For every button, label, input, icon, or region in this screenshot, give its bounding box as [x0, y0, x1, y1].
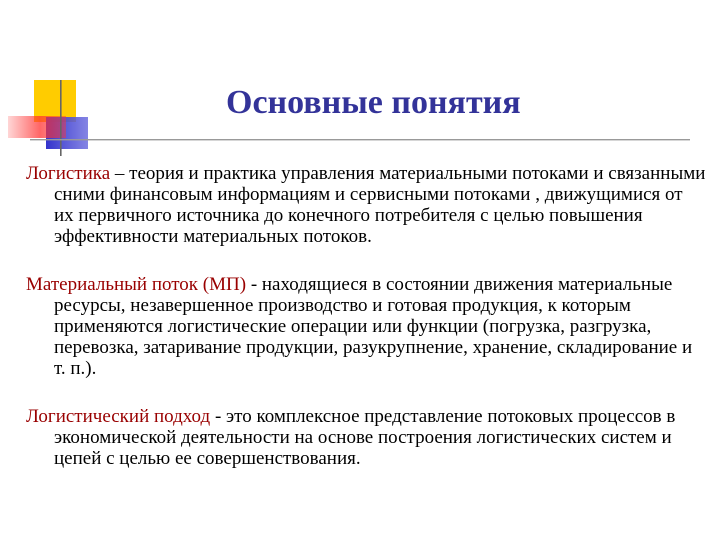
definition-term: Логистика	[26, 163, 111, 184]
definition-separator: -	[210, 406, 227, 427]
definition-term: Материальный поток (МП)	[26, 274, 247, 295]
vertical-line	[60, 80, 62, 156]
slide-title: Основные понятия	[226, 84, 521, 121]
definition-separator: –	[110, 163, 130, 184]
definition-separator: -	[246, 274, 262, 295]
definition-text: находящиеся в состоянии движения материальные ресурсы, незавершенное производство и готовая продукция, к которым применяются логистические операции или функции (погрузка, разгрузка, перевозка, затаривание продукции, разукрупнение, хранение, складирование и т. п.).	[54, 274, 693, 379]
definition-logistic-approach	[26, 406, 706, 469]
definition-text: это комплексное представление потоковых процессов в экономической деятельности на основе построения логистических систем и цепей с целью ее совершенствования.	[54, 406, 676, 469]
red-bar	[8, 116, 66, 138]
definition-logistics	[26, 163, 706, 247]
definition-material-flow	[26, 274, 706, 379]
yellow-square	[34, 80, 76, 122]
definition-text: теория и практика управления материальными потоками и связанными сними финансовым информациям и сервисными потоками , движущимися от их первичного источника до конечного потребителя с целью повышения эффективности материальных потоков.	[54, 163, 706, 247]
definitions-list	[26, 163, 706, 496]
horizontal-divider	[30, 139, 690, 140]
definition-term: Логистический подход	[26, 406, 211, 427]
